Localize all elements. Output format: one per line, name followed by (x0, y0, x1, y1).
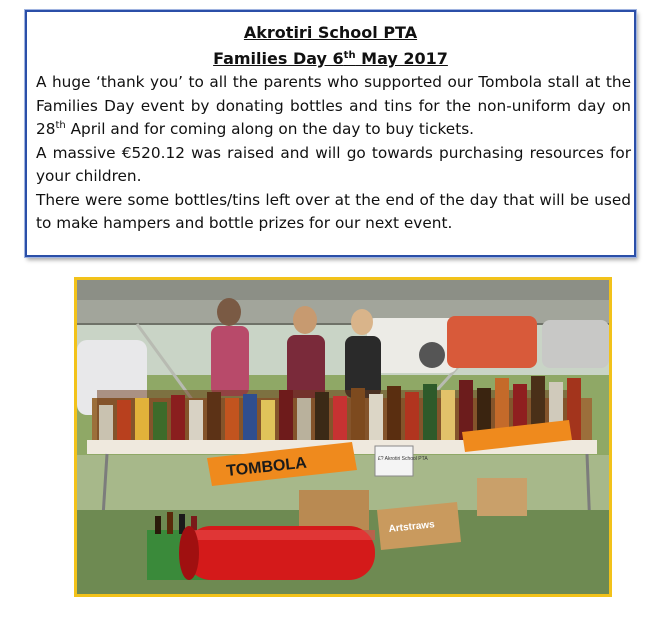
pta-notice-box (25, 10, 636, 257)
notice-body (36, 71, 631, 236)
notice-paragraph-amount: A massive €520.12 was raised and will go towards purchasing resources for your children. (36, 143, 631, 185)
pta-sign-text: £? Akrotiri School PTA (378, 456, 428, 462)
tombola-stall-photo (74, 277, 612, 597)
person-left (211, 326, 249, 396)
notice-title-line2: Families Day 6th May 2017 (213, 49, 448, 68)
notice-paragraph-thanks: A huge ‘thank you’ to all the parents who supported our Tombola stall at the Families Day event by donating bottles and tins for the non-uniform day on 28th April and for coming along on the day to buy tickets. (36, 73, 631, 138)
notice-title (27, 21, 634, 70)
tombola-photo-illustration (77, 280, 609, 594)
silver-car (542, 320, 609, 368)
notice-title-line1: Akrotiri School PTA (243, 23, 418, 42)
artstraws-box-text: Artstraws (388, 519, 436, 535)
red-car (447, 316, 537, 368)
tombola-banner-text: TOMBOLA (225, 454, 308, 480)
notice-paragraph-leftovers: There were some bottles/tins left over at the end of the day that will be used to make hampers and bottle prizes for our next event. (36, 190, 631, 232)
